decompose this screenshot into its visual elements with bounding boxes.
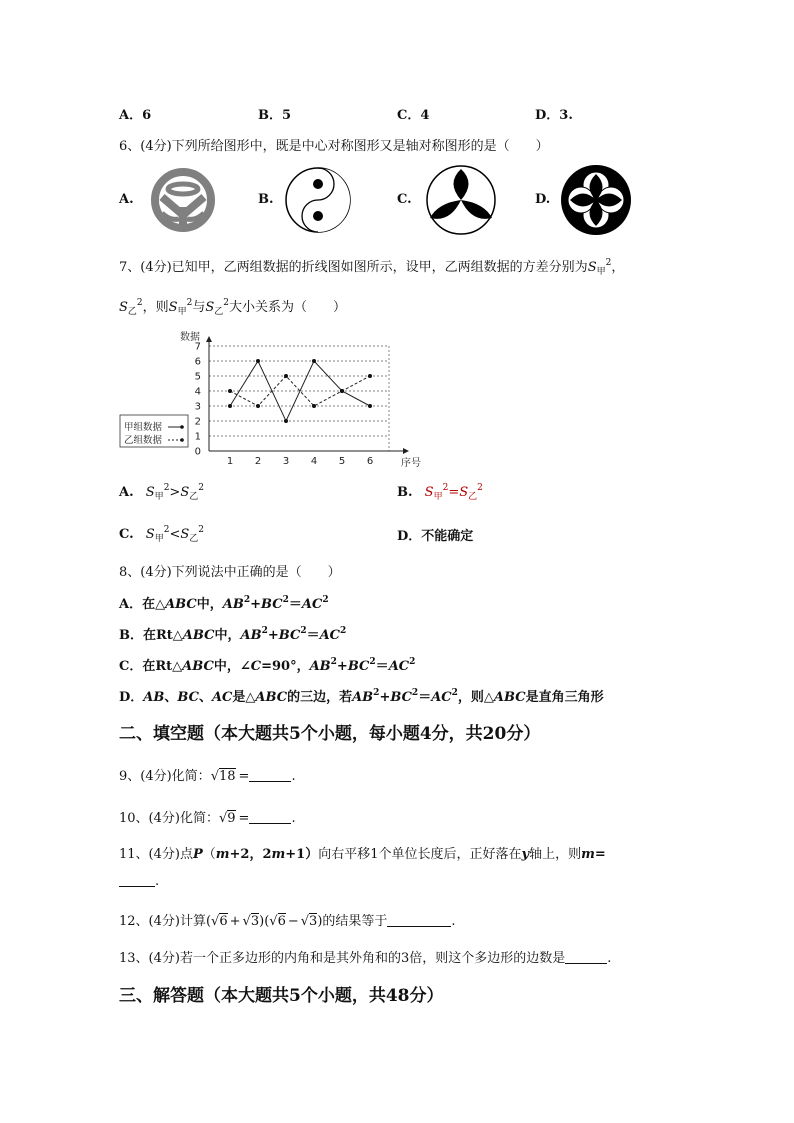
- section-3-title: 三、解答题（本大题共5个小题，共48分）: [119, 986, 444, 1006]
- q11-prefix: 11、(4分)点: [119, 847, 193, 862]
- q6-label-d: D.: [535, 192, 551, 207]
- q7-opt-a-yi: 乙: [189, 492, 199, 502]
- data-point: [228, 404, 232, 408]
- q12-minus: −: [287, 914, 299, 929]
- q13-answer-blank[interactable]: [565, 951, 607, 964]
- q6-stem: 6、(4分)下列所给图形中，既是中心对称图形又是轴对称图形的是（ ）: [119, 139, 549, 154]
- q8-d-abc1: ABC: [255, 690, 288, 705]
- q8-b-sq1: 2: [261, 626, 268, 636]
- q7-yi-sup-2: 2: [223, 298, 229, 308]
- q8-d-ac: AC: [211, 690, 233, 705]
- q7-opt-b-s1: S: [424, 485, 434, 500]
- data-point: [256, 404, 260, 408]
- q8-d-sq3: 2: [451, 688, 458, 698]
- q10-answer-blank[interactable]: [249, 811, 291, 824]
- q8-d-bc: BC: [177, 690, 199, 705]
- data-point: [368, 404, 372, 408]
- q12-three-a: 3: [250, 914, 260, 929]
- legend-marker: [180, 438, 184, 442]
- q13-end: .: [607, 951, 612, 966]
- q8-b-eq: ＝: [306, 628, 320, 643]
- legend-label: 甲组数据: [124, 422, 163, 433]
- legend-label: 乙组数据: [124, 435, 163, 446]
- q7-opt-a-label: A.: [119, 485, 134, 500]
- q7-opt-b-s2: S: [459, 485, 469, 500]
- q8-d-mid2: 的三边，若: [287, 690, 353, 705]
- q10-end: .: [291, 811, 296, 826]
- data-point: [284, 419, 288, 423]
- data-point: [312, 404, 316, 408]
- q11-m1: m: [215, 847, 230, 862]
- q12-plus: +: [229, 914, 241, 929]
- q10-eq: =: [238, 811, 250, 826]
- q11-line1: [119, 843, 606, 862]
- q7-s-jia-2: S: [168, 300, 178, 315]
- q7-opt-c-sq1: 2: [163, 525, 170, 535]
- q8-a-sq3: 2: [322, 595, 329, 605]
- y-tick-label: 0: [194, 446, 201, 458]
- q12-paren1-close: ): [259, 914, 265, 929]
- y-tick-label: 1: [194, 431, 201, 443]
- q8-d-prefix: D．: [119, 690, 144, 705]
- chart-axes: [180, 330, 421, 469]
- q8-d-ab: AB: [143, 690, 165, 705]
- q7-jia-sup-2: 2: [186, 298, 193, 308]
- q8-b-sq3: 2: [340, 626, 347, 636]
- data-point: [256, 359, 260, 363]
- q8-c-eq: ＝: [375, 659, 389, 674]
- q8-d-eq: ＝: [418, 690, 432, 705]
- q7-jia-sub-2: 甲: [177, 307, 187, 317]
- q7-option-b: [397, 483, 483, 502]
- q7-opt-b-sq2: 2: [477, 483, 483, 493]
- data-point: [228, 389, 232, 393]
- q7-mid: ，则: [142, 300, 169, 315]
- q7-option-d: D．不能确定: [397, 529, 474, 544]
- sqrt-icon: √: [269, 914, 278, 929]
- q8-c-sq3: 2: [409, 657, 416, 667]
- q7-opt-b-sq1: 2: [442, 483, 449, 493]
- q7-opt-c-yi: 乙: [189, 534, 199, 544]
- x-axis-label: 序号: [401, 458, 421, 469]
- q8-c-angle: ∠C: [239, 659, 262, 674]
- q7-jia-sup: 2: [605, 258, 612, 268]
- q7-s-yi-2: S: [205, 300, 215, 315]
- legend-marker: [180, 425, 184, 429]
- q8-d-tail: 是直角三角形: [525, 690, 604, 705]
- q8-a-bc: BC: [261, 597, 283, 612]
- q7-opt-c-label: C.: [119, 527, 134, 542]
- q11-eq: =: [594, 847, 606, 862]
- logo-ring-icon: [148, 165, 218, 235]
- q8-d-ab2: AB: [352, 690, 374, 705]
- q7-and: 与: [192, 300, 206, 315]
- q8-a-eq: ＝: [288, 597, 302, 612]
- q8-a-sq2: 2: [282, 595, 289, 605]
- q7-yi-sup: 2: [136, 298, 143, 308]
- q8-b-abc: ABC: [182, 628, 215, 643]
- q7-opt-c-lt: <: [169, 527, 181, 542]
- q10-radicand: 9: [227, 811, 236, 826]
- x-tick-label: 2: [254, 456, 262, 467]
- q8-c-zhong: 中，: [213, 659, 240, 674]
- q8-stem: 8、(4分)下列说法中正确的是（ ）: [119, 565, 341, 580]
- q5-option-c: C．4: [397, 108, 430, 123]
- y-tick-label: 7: [194, 341, 201, 353]
- four-petal-icon: [559, 163, 633, 237]
- q7-opt-b-eq: =: [448, 485, 460, 500]
- q9-end: .: [291, 769, 296, 784]
- q11-y: y: [521, 847, 530, 862]
- q8-a-sq1: 2: [243, 595, 251, 605]
- q8-b-zhong: 中，: [214, 628, 241, 643]
- q8-c-sq2: 2: [369, 657, 376, 667]
- q7-opt-b-yi: 乙: [468, 492, 478, 502]
- q7-tail: 大小关系为（ ）: [229, 300, 347, 315]
- q9-answer-blank[interactable]: [249, 769, 291, 782]
- x-tick-label: 3: [282, 456, 290, 467]
- sqrt-icon: √: [210, 769, 219, 784]
- q11-mid: 向右平移1个单位长度后，正好落在: [318, 847, 522, 862]
- q7-opt-c-s1: S: [145, 527, 155, 542]
- q8-c-prefix: C．在Rt△: [119, 659, 183, 674]
- q8-a-prefix: A．在△: [119, 597, 166, 612]
- q12-prefix: 12、(4分)计算: [119, 914, 206, 929]
- data-point: [340, 389, 344, 393]
- chart-grid: [209, 346, 389, 451]
- yin-yang-icon: [283, 165, 353, 235]
- y-tick-label: 4: [194, 386, 201, 398]
- q5-option-a: A．6: [119, 108, 152, 123]
- q8-option-d: [119, 686, 604, 705]
- q8-d-sq2: 2: [411, 688, 419, 698]
- q7-jia-sub: 甲: [596, 267, 606, 277]
- q7-stem-line1: [119, 256, 624, 277]
- q7-opt-a-sq1: 2: [163, 483, 170, 493]
- q7-opt-a-jia: 甲: [154, 492, 164, 502]
- x-tick-label: 4: [310, 456, 318, 467]
- q11-c1: +2，2: [229, 847, 272, 862]
- q7-stem-text: 7、(4分)已知甲，乙两组数据的折线图如图所示，设甲，乙两组数据的方差分别为: [119, 260, 588, 275]
- q7-opt-a-gt: >: [169, 485, 181, 500]
- q12: [119, 910, 456, 929]
- q7-opt-a-s2: S: [180, 485, 190, 500]
- q8-b-bc: BC: [278, 628, 301, 643]
- q12-answer-blank[interactable]: [387, 914, 451, 927]
- q8-d-sq1: 2: [373, 688, 380, 698]
- q11-answer-blank[interactable]: [119, 874, 155, 887]
- q8-b-ac: AC: [319, 628, 341, 643]
- q8-b-prefix: B．在Rt△: [119, 628, 183, 643]
- q8-c-bc: BC: [347, 659, 370, 674]
- three-petal-icon: [424, 163, 498, 237]
- q11-c2: +1）: [285, 847, 319, 862]
- data-point: [312, 359, 316, 363]
- q9-prefix: 9、(4分)化简：: [119, 769, 211, 784]
- x-tick-label: 5: [338, 456, 346, 467]
- y-tick-label: 2: [194, 416, 201, 428]
- y-axis-label: 数据: [180, 332, 200, 343]
- q8-c-deg: =90°，: [261, 659, 310, 674]
- q7-opt-b-expr: [425, 485, 483, 500]
- section-2-title: 二、填空题（本大题共5个小题，每小题4分，共20分）: [119, 724, 541, 744]
- q12-paren1-open: (: [205, 914, 212, 929]
- q8-a-plus: +: [250, 597, 262, 612]
- q9-radicand: 18: [218, 769, 236, 784]
- q8-option-b: [119, 624, 346, 643]
- q13-text: 13、(4分)若一个正多边形的内角和是其外角和的3倍，则这个多边形的边数是: [119, 951, 566, 966]
- q6-label-c: C.: [397, 192, 412, 207]
- x-tick-label: 1: [226, 456, 234, 467]
- q12-six-b: 6: [277, 914, 286, 929]
- q7-s-jia: S: [587, 260, 597, 275]
- line-chart: [118, 330, 421, 470]
- q8-d-sep2: 、: [198, 690, 212, 705]
- q8-c-ac: AC: [388, 659, 410, 674]
- data-point: [368, 374, 372, 378]
- q12-three-b: 3: [309, 914, 318, 929]
- x-tick-label: 6: [366, 456, 374, 467]
- q8-b-plus: +: [267, 628, 279, 643]
- q7-option-a: [119, 483, 204, 502]
- y-tick-label: 5: [194, 371, 201, 383]
- q8-c-sq1: 2: [330, 657, 337, 667]
- q7-opt-b-jia: 甲: [433, 492, 443, 502]
- q6-label-b: B.: [258, 192, 274, 207]
- x-axis-arrow: [403, 448, 409, 454]
- q7-yi-sub-2: 乙: [214, 307, 224, 317]
- q13: [119, 947, 611, 966]
- q12-six-a: 6: [219, 914, 228, 929]
- q7-opt-c-sq2: 2: [198, 525, 205, 535]
- y-tick-label: 6: [194, 356, 201, 368]
- q8-b-sq2: 2: [300, 626, 307, 636]
- q8-a-zhong: 中，: [196, 597, 223, 612]
- q7-s-yi: S: [119, 300, 128, 315]
- sqrt-icon: √: [211, 914, 220, 929]
- q7-opt-a-s1: S: [145, 485, 155, 500]
- q10: [119, 807, 296, 826]
- q8-a-ab: AB: [222, 597, 244, 612]
- q8-b-ab: AB: [240, 628, 262, 643]
- q7-comma: ，: [611, 260, 625, 275]
- q9-eq: =: [238, 769, 250, 784]
- q12-tail: 的结果等于: [322, 914, 388, 929]
- q7-yi-sub: 乙: [127, 307, 137, 317]
- q8-d-mid3: ，则△: [457, 690, 494, 705]
- sqrt-icon: √: [300, 914, 310, 929]
- q8-d-bc2: BC: [390, 690, 412, 705]
- q8-d-abc2: ABC: [493, 690, 526, 705]
- q12-paren2-close: ): [317, 914, 323, 929]
- sqrt-icon: √: [242, 914, 251, 929]
- q7-opt-b-label: B.: [397, 485, 413, 500]
- q8-c-abc: ABC: [182, 659, 214, 674]
- sqrt-icon: √: [218, 811, 228, 826]
- q8-d-ac2: AC: [431, 690, 452, 705]
- q11-open: （: [202, 847, 216, 862]
- q11-m2: m: [271, 847, 286, 862]
- q11-end: .: [155, 874, 160, 889]
- y-axis-arrow: [206, 336, 212, 342]
- q9: [119, 765, 296, 784]
- q11-mid2: 轴上，则: [529, 847, 582, 862]
- q8-a-ac: AC: [301, 597, 323, 612]
- data-point: [284, 374, 288, 378]
- chart-legend: [120, 415, 188, 447]
- q10-prefix: 10、(4分)化简：: [119, 811, 219, 826]
- q7-opt-c-s2: S: [180, 527, 190, 542]
- q12-end: .: [451, 914, 456, 929]
- q8-d-mid1: 是△: [232, 690, 256, 705]
- q7-opt-a-sq2: 2: [198, 483, 204, 493]
- q7-opt-c-jia: 甲: [154, 534, 164, 544]
- q8-option-c: [119, 655, 415, 674]
- q8-c-ab: AB: [309, 659, 331, 674]
- q12-paren2-open: (: [264, 914, 270, 929]
- q11-p: P: [192, 847, 203, 862]
- q8-a-abc: ABC: [165, 597, 197, 612]
- q8-d-sep1: 、: [164, 690, 178, 705]
- q5-option-d: D．3.: [535, 108, 573, 123]
- q5-option-b: B．5: [258, 108, 292, 123]
- q8-option-a: [119, 593, 329, 612]
- q7-option-c: [119, 525, 204, 544]
- y-tick-label: 3: [194, 401, 201, 413]
- q8-d-plus: +: [379, 690, 391, 705]
- q11-m3: m: [581, 847, 595, 862]
- q6-label-a: A.: [119, 192, 134, 207]
- q11-line2: [119, 874, 159, 889]
- q7-stem-line2: [119, 296, 346, 317]
- q8-c-plus: +: [336, 659, 348, 674]
